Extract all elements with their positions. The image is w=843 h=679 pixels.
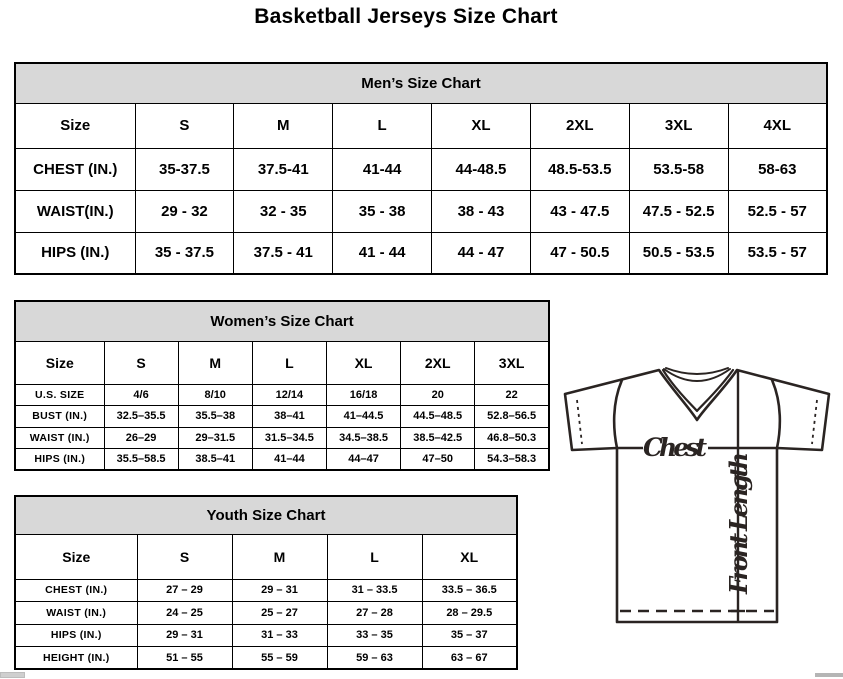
men-value-cell: 38 - 43 (432, 190, 531, 232)
youth-value-cell: 28 – 29.5 (422, 602, 517, 625)
youth-value-cell: 24 – 25 (137, 602, 232, 625)
women-value-cell: 4/6 (104, 384, 178, 406)
men-col-header-3xl: 3XL (629, 103, 728, 148)
women-value-cell: 16/18 (326, 384, 400, 406)
women-col-header-xl: XL (326, 341, 400, 384)
youth-table (14, 495, 518, 670)
women-value-cell: 44.5–48.5 (401, 406, 475, 428)
men-value-cell: 43 - 47.5 (530, 190, 629, 232)
women-value-cell: 31.5–34.5 (252, 427, 326, 449)
men-value-cell: 53.5-58 (629, 148, 728, 190)
men-value-cell: 37.5 - 41 (234, 232, 333, 274)
women-value-cell: 29–31.5 (178, 427, 252, 449)
women-data-row-0 (15, 384, 549, 406)
women-value-cell: 32.5–35.5 (104, 406, 178, 428)
jersey-body-outline (565, 368, 829, 622)
horizontal-scrollbar-right-fragment[interactable] (815, 673, 843, 677)
jersey-measurement-diagram (556, 363, 843, 630)
men-col-header-m: M (234, 103, 333, 148)
women-col-header-s: S (104, 341, 178, 384)
youth-value-cell: 59 – 63 (327, 647, 422, 670)
womens-size-table (14, 300, 550, 471)
women-value-cell: 35.5–58.5 (104, 449, 178, 471)
men-col-header-l: L (333, 103, 432, 148)
women-value-cell: 22 (475, 384, 549, 406)
women-row-label: BUST (IN.) (15, 406, 104, 428)
men-value-cell: 52.5 - 57 (728, 190, 827, 232)
men-col-header-4xl: 4XL (728, 103, 827, 148)
women-value-cell: 12/14 (252, 384, 326, 406)
men-value-cell: 29 - 32 (135, 190, 234, 232)
youth-value-cell: 29 – 31 (232, 579, 327, 602)
women-value-cell: 54.3–58.3 (475, 449, 549, 471)
women-data-row-2 (15, 427, 549, 449)
women-value-cell: 47–50 (401, 449, 475, 471)
men-row-label: HIPS (IN.) (15, 232, 135, 274)
youth-data-row-1 (15, 602, 517, 625)
men-value-cell: 44 - 47 (432, 232, 531, 274)
men-value-cell: 47.5 - 52.5 (629, 190, 728, 232)
youth-row-label: HEIGHT (IN.) (15, 647, 137, 670)
youth-value-cell: 31 – 33 (232, 624, 327, 647)
youth-row-label: WAIST (IN.) (15, 602, 137, 625)
women-value-cell: 34.5–38.5 (326, 427, 400, 449)
youth-data-row-2 (15, 624, 517, 647)
chest-label: Chest (643, 433, 707, 462)
women-value-cell: 38.5–42.5 (401, 427, 475, 449)
men-table (14, 62, 828, 275)
youth-value-cell: 33 – 35 (327, 624, 422, 647)
youth-value-cell: 29 – 31 (137, 624, 232, 647)
women-value-cell: 38.5–41 (178, 449, 252, 471)
women-value-cell: 46.8–50.3 (475, 427, 549, 449)
men-value-cell: 47 - 50.5 (530, 232, 629, 274)
women-row-label: U.S. SIZE (15, 384, 104, 406)
youth-value-cell: 27 – 28 (327, 602, 422, 625)
youth-col-header-l: L (327, 534, 422, 579)
women-value-cell: 38–41 (252, 406, 326, 428)
men-value-cell: 58-63 (728, 148, 827, 190)
jersey-outline-drawing (556, 363, 843, 630)
youth-value-cell: 55 – 59 (232, 647, 327, 670)
mens-size-table (14, 62, 828, 275)
youth-col-header-m: M (232, 534, 327, 579)
men-value-cell: 35 - 38 (333, 190, 432, 232)
women-value-cell: 20 (401, 384, 475, 406)
women-data-row-1 (15, 406, 549, 428)
horizontal-scrollbar-left-fragment[interactable] (0, 672, 25, 678)
women-table (14, 300, 550, 471)
youth-row-label: HIPS (IN.) (15, 624, 137, 647)
women-col-header-l: L (252, 341, 326, 384)
men-data-row-1 (15, 190, 827, 232)
women-value-cell: 52.8–56.5 (475, 406, 549, 428)
youth-col-header-xl: XL (422, 534, 517, 579)
men-col-header-xl: XL (432, 103, 531, 148)
youth-value-cell: 33.5 – 36.5 (422, 579, 517, 602)
women-col-header-3xl: 3XL (475, 341, 549, 384)
men-row-label: WAIST(IN.) (15, 190, 135, 232)
women-row-label: HIPS (IN.) (15, 449, 104, 471)
men-row-label: CHEST (IN.) (15, 148, 135, 190)
women-value-cell: 41–44 (252, 449, 326, 471)
youth-col-header-s: S (137, 534, 232, 579)
men-value-cell: 50.5 - 53.5 (629, 232, 728, 274)
men-data-row-0 (15, 148, 827, 190)
women-row-label: WAIST (IN.) (15, 427, 104, 449)
men-value-cell: 37.5-41 (234, 148, 333, 190)
men-value-cell: 32 - 35 (234, 190, 333, 232)
youth-value-cell: 25 – 27 (232, 602, 327, 625)
women-col-header-m: M (178, 341, 252, 384)
men-size-header: Size (15, 103, 135, 148)
men-value-cell: 35 - 37.5 (135, 232, 234, 274)
men-value-cell: 53.5 - 57 (728, 232, 827, 274)
men-data-row-2 (15, 232, 827, 274)
youth-value-cell: 51 – 55 (137, 647, 232, 670)
women-data-row-3 (15, 449, 549, 471)
men-value-cell: 41 - 44 (333, 232, 432, 274)
men-value-cell: 48.5-53.5 (530, 148, 629, 190)
youth-value-cell: 35 – 37 (422, 624, 517, 647)
youth-chart-title: Youth Size Chart (15, 496, 517, 534)
youth-row-label: CHEST (IN.) (15, 579, 137, 602)
youth-value-cell: 31 – 33.5 (327, 579, 422, 602)
women-col-header-2xl: 2XL (401, 341, 475, 384)
women-value-cell: 44–47 (326, 449, 400, 471)
front-length-label: Front Length (724, 452, 753, 594)
women-value-cell: 26–29 (104, 427, 178, 449)
women-value-cell: 8/10 (178, 384, 252, 406)
youth-size-header: Size (15, 534, 137, 579)
page-title: Basketball Jerseys Size Chart (254, 5, 558, 28)
men-value-cell: 44-48.5 (432, 148, 531, 190)
youth-data-row-0 (15, 579, 517, 602)
youth-size-table (14, 495, 518, 670)
men-value-cell: 35-37.5 (135, 148, 234, 190)
men-col-header-2xl: 2XL (530, 103, 629, 148)
youth-data-row-3 (15, 647, 517, 670)
men-col-header-s: S (135, 103, 234, 148)
women-value-cell: 35.5–38 (178, 406, 252, 428)
men-chart-title: Men’s Size Chart (15, 63, 827, 103)
women-value-cell: 41–44.5 (326, 406, 400, 428)
youth-value-cell: 63 – 67 (422, 647, 517, 670)
men-value-cell: 41-44 (333, 148, 432, 190)
youth-value-cell: 27 – 29 (137, 579, 232, 602)
women-chart-title: Women’s Size Chart (15, 301, 549, 341)
women-size-header: Size (15, 341, 104, 384)
